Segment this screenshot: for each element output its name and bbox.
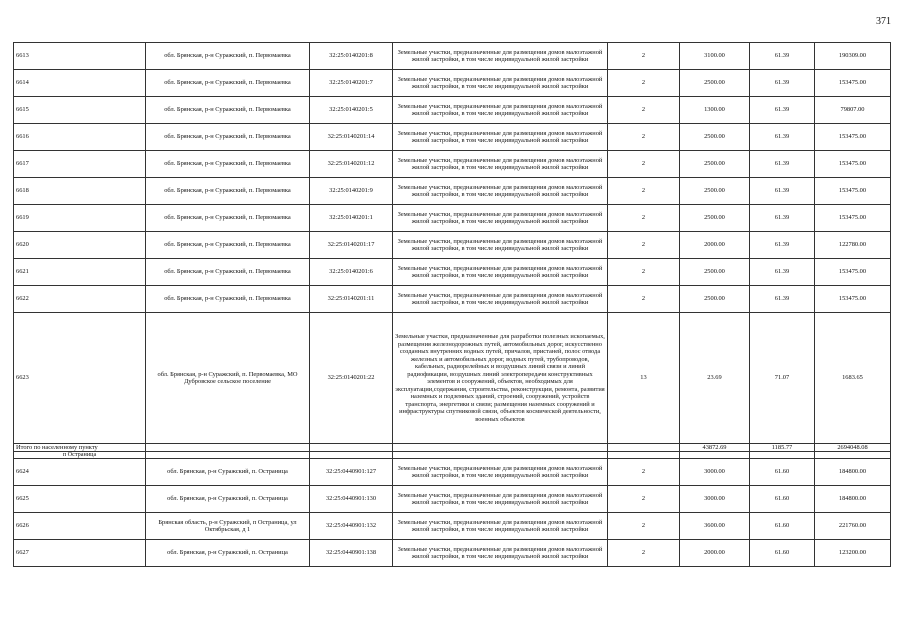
- row-purpose: Земельные участки, предназначенные для размещения домов малоэтажной жилой застройки, в том числе индивидуальной жилой застройки: [393, 286, 608, 313]
- row-purpose: Земельные участки, предназначенные для размещения домов малоэтажной жилой застройки, в том числе индивидуальной жилой застройки: [393, 124, 608, 151]
- row-address: обл. Брянская, р-н Суражский, п. Первомаевка: [146, 151, 310, 178]
- row-area: 3600.00: [680, 513, 750, 540]
- total-empty-cell: [146, 444, 310, 452]
- row-area: 1300.00: [680, 97, 750, 124]
- row-number: 6616: [14, 124, 146, 151]
- row-specific-value: 61.39: [750, 286, 815, 313]
- row-cadastral-value: 153475.00: [815, 70, 891, 97]
- row-area: 2500.00: [680, 205, 750, 232]
- row-number: 6624: [14, 459, 146, 486]
- table-row: [14, 70, 891, 97]
- total-empty-cell: [608, 444, 680, 452]
- row-address: обл. Брянская, р-н Суражский, п. Остраница: [146, 540, 310, 567]
- total-empty-cell: [310, 444, 393, 452]
- section-empty-cell: [310, 452, 393, 459]
- row-specific-value: 61.39: [750, 124, 815, 151]
- row-purpose: Земельные участки, предназначенные для размещения домов малоэтажной жилой застройки, в том числе индивидуальной жилой застройки: [393, 540, 608, 567]
- row-cadastral-number: 32:25:0140201:1: [310, 205, 393, 232]
- row-purpose: Земельные участки, предназначенные для размещения домов малоэтажной жилой застройки, в том числе индивидуальной жилой застройки: [393, 70, 608, 97]
- row-address: обл. Брянская, р-н Суражский, п. Первомаевка: [146, 70, 310, 97]
- row-purpose: Земельные участки, предназначенные для размещения домов малоэтажной жилой застройки, в том числе индивидуальной жилой застройки: [393, 486, 608, 513]
- total-row: [14, 444, 891, 452]
- total-area: 43872.69: [680, 444, 750, 452]
- row-number: 6626: [14, 513, 146, 540]
- row-cadastral-value: 153475.00: [815, 286, 891, 313]
- row-number: 6614: [14, 70, 146, 97]
- row-specific-value: 61.39: [750, 97, 815, 124]
- table-row: [14, 97, 891, 124]
- row-area: 2000.00: [680, 540, 750, 567]
- row-group-code: 2: [608, 124, 680, 151]
- row-cadastral-value: 184800.00: [815, 486, 891, 513]
- row-address: обл. Брянская, р-н Суражский, п. Остраница: [146, 486, 310, 513]
- row-cadastral-value: 1683.65: [815, 313, 891, 444]
- row-address: обл. Брянская, р-н Суражский, п. Первомаевка: [146, 259, 310, 286]
- row-specific-value: 71.07: [750, 313, 815, 444]
- row-purpose: Земельные участки, предназначенные для размещения домов малоэтажной жилой застройки, в том числе индивидуальной жилой застройки: [393, 178, 608, 205]
- row-area: 2500.00: [680, 286, 750, 313]
- row-cadastral-number: 32:25:0440901:127: [310, 459, 393, 486]
- row-purpose: Земельные участки, предназначенные для разработки полезных ископаемых, размещения железнодорожных путей, автомобильных дорог, искусственно созданных внутренних водных путей, причалов, пристаней, полос отвода железных и автомобильных дорог, водных путей, трубопроводов, кабельных, радиорелейных и воздушных линий связи и линий радиофикации, воздушных линий электропередачи конструктивных элементов и сооружений, объектов, необходимых для эксплуатации,содержания, строительства, реконструкции, ремонта, развития наземных и подземных зданий, строений, сооружений, устройств транспорта, энергетики и связи; размещения наземных сооружений и инфраструктуры спутниковой связи, объектов космической деятельности, военных объектов: [393, 313, 608, 444]
- row-specific-value: 61.39: [750, 178, 815, 205]
- section-empty-cell: [608, 452, 680, 459]
- row-area: 3000.00: [680, 459, 750, 486]
- row-group-code: 2: [608, 151, 680, 178]
- table-row: [14, 513, 891, 540]
- row-address: обл. Брянская, р-н Суражский, п. Первомаевка, МО Дубровское сельское поселение: [146, 313, 310, 444]
- row-group-code: 2: [608, 205, 680, 232]
- row-address: обл. Брянская, р-н Суражский, п. Первомаевка: [146, 124, 310, 151]
- row-cadastral-number: 32:25:0140201:9: [310, 178, 393, 205]
- row-address: обл. Брянская, р-н Суражский, п. Первомаевка: [146, 43, 310, 70]
- table-row: [14, 540, 891, 567]
- row-group-code: 13: [608, 313, 680, 444]
- row-purpose: Земельные участки, предназначенные для размещения домов малоэтажной жилой застройки, в том числе индивидуальной жилой застройки: [393, 259, 608, 286]
- row-area: 2500.00: [680, 178, 750, 205]
- row-purpose: Земельные участки, предназначенные для размещения домов малоэтажной жилой застройки, в том числе индивидуальной жилой застройки: [393, 513, 608, 540]
- table-row: [14, 178, 891, 205]
- table-row: [14, 486, 891, 513]
- row-purpose: Земельные участки, предназначенные для размещения домов малоэтажной жилой застройки, в том числе индивидуальной жилой застройки: [393, 43, 608, 70]
- row-cadastral-number: 32:25:0140201:11: [310, 286, 393, 313]
- row-area: 3000.00: [680, 486, 750, 513]
- row-cadastral-value: 79807.00: [815, 97, 891, 124]
- row-area: 2000.00: [680, 232, 750, 259]
- row-specific-value: 61.60: [750, 513, 815, 540]
- row-number: 6618: [14, 178, 146, 205]
- page-number: 371: [876, 16, 891, 27]
- row-number: 6613: [14, 43, 146, 70]
- table-row: [14, 43, 891, 70]
- table-row: [14, 286, 891, 313]
- table-row: [14, 232, 891, 259]
- row-address: Брянская область, р-н Суражский, п Остраница, ул Октябрьская, д 1: [146, 513, 310, 540]
- row-number: 6620: [14, 232, 146, 259]
- row-cadastral-number: 32:25:0140201:22: [310, 313, 393, 444]
- row-number: 6619: [14, 205, 146, 232]
- row-purpose: Земельные участки, предназначенные для размещения домов малоэтажной жилой застройки, в том числе индивидуальной жилой застройки: [393, 459, 608, 486]
- section-header-row: [14, 452, 891, 459]
- land-registry-table: [13, 42, 891, 567]
- row-group-code: 2: [608, 486, 680, 513]
- row-group-code: 2: [608, 97, 680, 124]
- section-empty-cell: [146, 452, 310, 459]
- row-group-code: 2: [608, 70, 680, 97]
- row-address: обл. Брянская, р-н Суражский, п. Первомаевка: [146, 205, 310, 232]
- row-purpose: Земельные участки, предназначенные для размещения домов малоэтажной жилой застройки, в том числе индивидуальной жилой застройки: [393, 151, 608, 178]
- row-group-code: 2: [608, 540, 680, 567]
- row-specific-value: 61.39: [750, 43, 815, 70]
- section-empty-cell: [815, 452, 891, 459]
- total-empty-cell: [393, 444, 608, 452]
- row-number: 6617: [14, 151, 146, 178]
- row-cadastral-number: 32:25:0140201:12: [310, 151, 393, 178]
- row-specific-value: 61.60: [750, 459, 815, 486]
- section-empty-cell: [393, 452, 608, 459]
- row-area: 2500.00: [680, 124, 750, 151]
- row-cadastral-number: 32:25:0140201:6: [310, 259, 393, 286]
- row-specific-value: 61.60: [750, 540, 815, 567]
- row-cadastral-number: 32:25:0440901:130: [310, 486, 393, 513]
- row-cadastral-value: 153475.00: [815, 178, 891, 205]
- row-address: обл. Брянская, р-н Суражский, п. Первомаевка: [146, 232, 310, 259]
- row-cadastral-number: 32:25:0140201:5: [310, 97, 393, 124]
- row-area: 2500.00: [680, 259, 750, 286]
- row-cadastral-number: 32:25:0140201:8: [310, 43, 393, 70]
- row-cadastral-number: 32:25:0440901:132: [310, 513, 393, 540]
- row-purpose: Земельные участки, предназначенные для размещения домов малоэтажной жилой застройки, в том числе индивидуальной жилой застройки: [393, 205, 608, 232]
- row-number: 6621: [14, 259, 146, 286]
- row-area: 23.69: [680, 313, 750, 444]
- row-specific-value: 61.39: [750, 205, 815, 232]
- row-group-code: 2: [608, 513, 680, 540]
- row-group-code: 2: [608, 459, 680, 486]
- row-cadastral-number: 32:25:0140201:17: [310, 232, 393, 259]
- row-cadastral-number: 32:25:0140201:14: [310, 124, 393, 151]
- table-row: [14, 459, 891, 486]
- section-empty-cell: [750, 452, 815, 459]
- row-number: 6623: [14, 313, 146, 444]
- row-number: 6627: [14, 540, 146, 567]
- row-address: обл. Брянская, р-н Суражский, п. Остраница: [146, 459, 310, 486]
- row-group-code: 2: [608, 286, 680, 313]
- total-cadastral-value: 2694048.08: [815, 444, 891, 452]
- row-area: 2500.00: [680, 151, 750, 178]
- section-empty-cell: [680, 452, 750, 459]
- row-purpose: Земельные участки, предназначенные для размещения домов малоэтажной жилой застройки, в том числе индивидуальной жилой застройки: [393, 232, 608, 259]
- row-cadastral-value: 122780.00: [815, 232, 891, 259]
- row-group-code: 2: [608, 43, 680, 70]
- table-row: [14, 124, 891, 151]
- row-group-code: 2: [608, 232, 680, 259]
- row-group-code: 2: [608, 259, 680, 286]
- row-number: 6615: [14, 97, 146, 124]
- row-specific-value: 61.39: [750, 259, 815, 286]
- row-address: обл. Брянская, р-н Суражский, п. Первомаевка: [146, 97, 310, 124]
- table-row: [14, 151, 891, 178]
- row-cadastral-value: 153475.00: [815, 151, 891, 178]
- row-specific-value: 61.39: [750, 232, 815, 259]
- row-number: 6625: [14, 486, 146, 513]
- row-cadastral-value: 153475.00: [815, 124, 891, 151]
- row-cadastral-number: 32:25:0440901:138: [310, 540, 393, 567]
- row-address: обл. Брянская, р-н Суражский, п. Первомаевка: [146, 178, 310, 205]
- row-group-code: 2: [608, 178, 680, 205]
- row-number: 6622: [14, 286, 146, 313]
- row-specific-value: 61.60: [750, 486, 815, 513]
- row-purpose: Земельные участки, предназначенные для размещения домов малоэтажной жилой застройки, в том числе индивидуальной жилой застройки: [393, 97, 608, 124]
- row-address: обл. Брянская, р-н Суражский, п. Первомаевка: [146, 286, 310, 313]
- row-cadastral-value: 184800.00: [815, 459, 891, 486]
- row-cadastral-number: 32:25:0140201:7: [310, 70, 393, 97]
- registry-body: [14, 43, 891, 567]
- row-cadastral-value: 153475.00: [815, 205, 891, 232]
- total-label: Итого по населенному пункту: [14, 444, 146, 452]
- row-cadastral-value: 221760.00: [815, 513, 891, 540]
- section-label: п Остраница: [14, 452, 146, 459]
- row-cadastral-value: 153475.00: [815, 259, 891, 286]
- table-row: [14, 259, 891, 286]
- row-area: 3100.00: [680, 43, 750, 70]
- row-cadastral-value: 123200.00: [815, 540, 891, 567]
- table-row: [14, 205, 891, 232]
- total-specific-value: 1185.77: [750, 444, 815, 452]
- table-row: [14, 313, 891, 444]
- row-specific-value: 61.39: [750, 151, 815, 178]
- row-area: 2500.00: [680, 70, 750, 97]
- row-specific-value: 61.39: [750, 70, 815, 97]
- row-cadastral-value: 190309.00: [815, 43, 891, 70]
